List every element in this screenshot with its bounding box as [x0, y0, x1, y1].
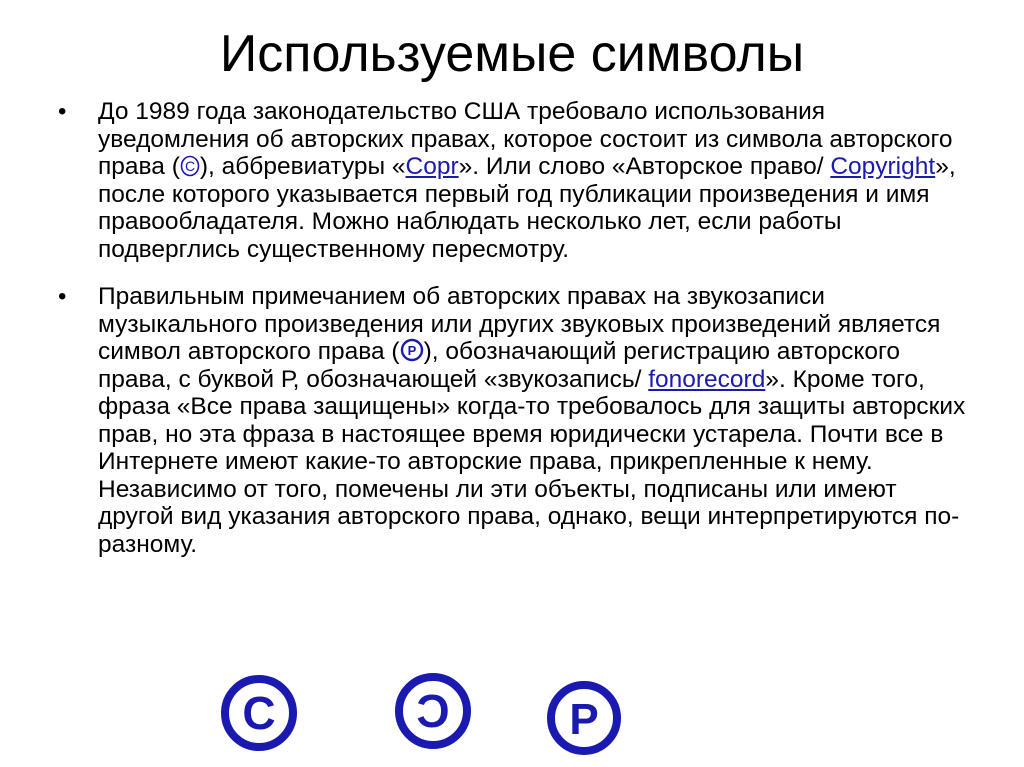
- bullet-item-2: [58, 283, 978, 558]
- bullet-item-1: [58, 98, 978, 263]
- bullet1-text-3: ». Или слово «Авторское право/: [458, 153, 831, 180]
- phonogram-symbol-letter: P: [569, 695, 599, 744]
- bullet2-text-2: ), обозначающий регистрацию авторского права, с буквой Р, обозначающей «звукозапись/: [98, 338, 900, 393]
- copr-link[interactable]: Copr: [405, 153, 459, 180]
- copyright-symbol-letter: C: [242, 687, 276, 739]
- phonogram-symbol-icon: [546, 680, 622, 756]
- bullet-dot: •: [58, 283, 67, 310]
- bullet-list: [58, 98, 978, 578]
- bullet-dot: •: [58, 98, 67, 125]
- bullet2-text-1: Правильным примечанием об авторских правах на звукозаписи музыкального произведения или других звуковых произведений является символ авторского права (: [98, 283, 941, 365]
- fonorecord-link[interactable]: fonorecord: [648, 365, 766, 393]
- copyright-inline-letter: C: [184, 158, 195, 174]
- bullet1-text-2: ), аббревиатуры «: [199, 153, 406, 180]
- bullet1-text-1: До 1989 года законодательство США требовало использования уведомления об авторских правах, которое состоит из символа авторского права (: [98, 98, 953, 180]
- phonogram-inline-icon: [400, 338, 424, 366]
- copyleft-symbol-letter: C: [416, 685, 450, 737]
- bullet1-text-4: », после которого указывается первый год публикации произведения и имя правообладателя. Можно наблюдать несколько лет, если работы подверглись существенному пересмотру.: [98, 153, 956, 263]
- bullet2-text-3: ». Кроме того, фраза «Все права защищены» когда-то требовалось для защиты авторских прав, но эта фраза в настоящее время юридически устарела. Почти все в Интернете имеют какие-то авторские права, прикрепленные к нему. Независимо от того, помечены ли эти объекты, подписаны или имеют другой вид указания авторского права, однако, вещи интерпретируются по-разному.: [98, 365, 966, 558]
- slide-title: Используемые символы: [219, 25, 805, 83]
- copyright-link[interactable]: Copyright: [830, 153, 936, 180]
- copyright-symbol-icon: [220, 674, 298, 752]
- phonogram-inline-letter: P: [407, 343, 416, 358]
- copyright-inline-icon: [180, 153, 200, 181]
- copyleft-symbol-icon: [394, 672, 472, 750]
